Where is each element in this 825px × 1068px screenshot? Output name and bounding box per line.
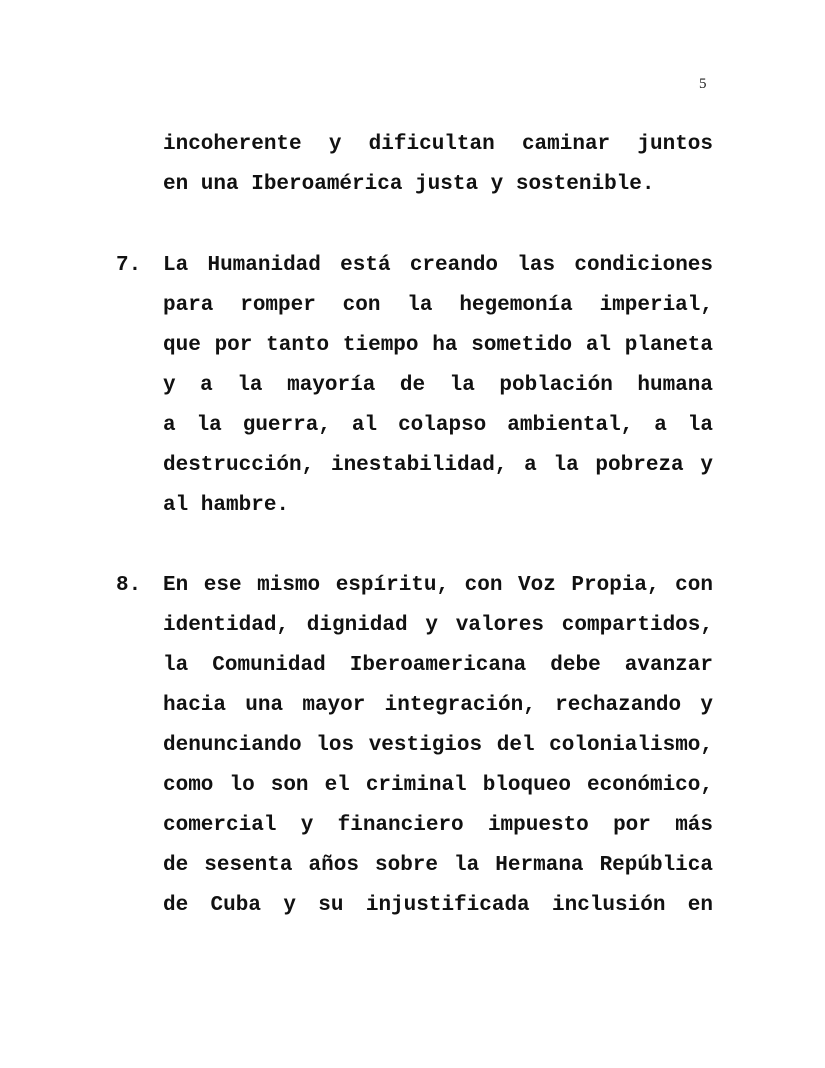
- text-line: que por tanto tiempo ha sometido al planeta: [163, 334, 713, 357]
- text-line: de sesenta años sobre la Hermana República: [163, 854, 713, 877]
- text-line: hacia una mayor integración, rechazando y: [163, 694, 713, 717]
- text-line: para romper con la hegemonía imperial,: [163, 294, 713, 317]
- text-line: incoherente y dificultan caminar juntos: [163, 133, 713, 156]
- text-line: y a la mayoría de la población humana: [163, 374, 713, 397]
- text-line: como lo son el criminal bloqueo económico,: [163, 774, 713, 797]
- text-line: la Comunidad Iberoamericana debe avanzar: [163, 654, 713, 677]
- text-line: a la guerra, al colapso ambiental, a la: [163, 414, 713, 437]
- item-number: 7.: [116, 254, 142, 277]
- item-number: 8.: [116, 574, 142, 597]
- text-line: en una Iberoamérica justa y sostenible.: [163, 173, 655, 196]
- text-line: al hambre.: [163, 494, 290, 517]
- text-line: En ese mismo espíritu, con Voz Propia, con: [163, 574, 713, 597]
- text-line: de Cuba y su injustificada inclusión en: [163, 894, 713, 917]
- text-line: identidad, dignidad y valores compartidos,: [163, 614, 713, 637]
- text-line: La Humanidad está creando las condiciones: [163, 254, 713, 277]
- page-number: 5: [699, 76, 707, 92]
- text-line: destrucción, inestabilidad, a la pobreza y: [163, 454, 713, 477]
- text-line: comercial y financiero impuesto por más: [163, 814, 713, 837]
- text-line: denunciando los vestigios del colonialismo,: [163, 734, 713, 757]
